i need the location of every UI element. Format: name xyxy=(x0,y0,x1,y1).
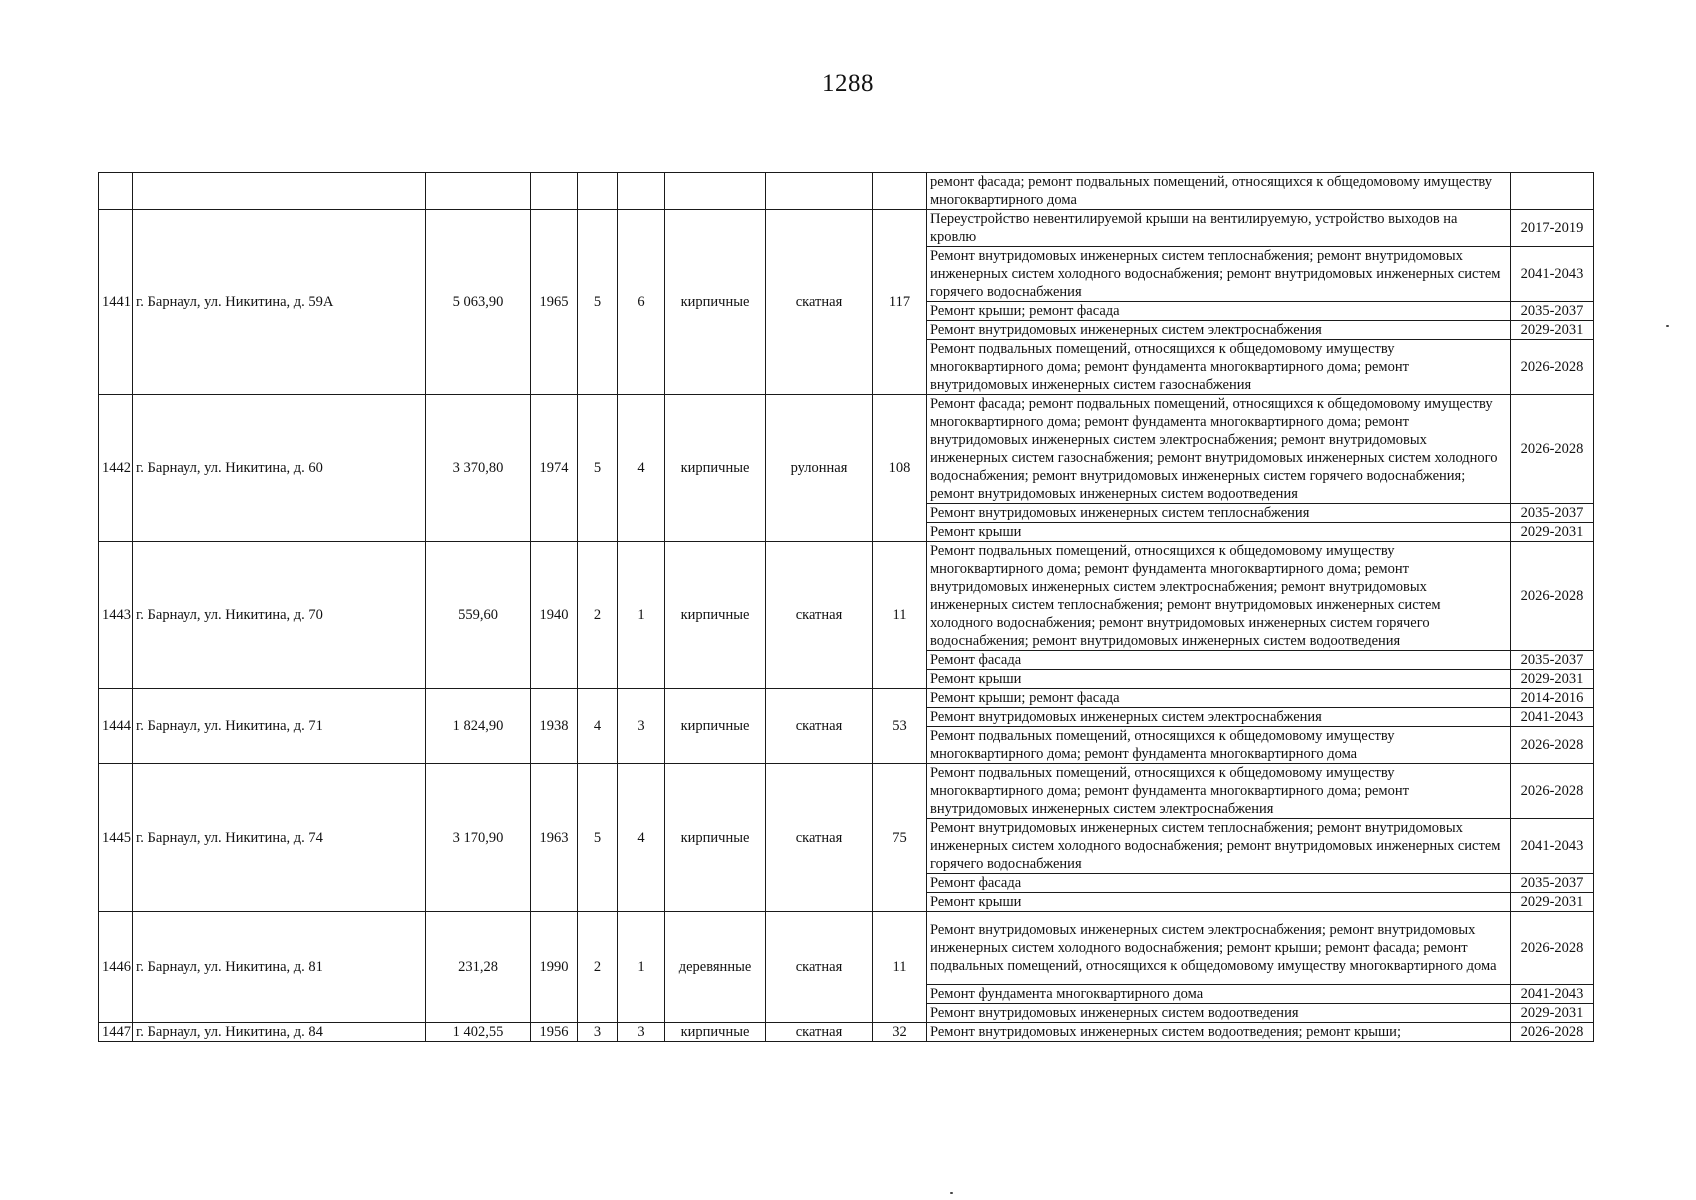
work-period: 2029-2031 xyxy=(1511,670,1594,689)
table-row xyxy=(99,1023,1594,1042)
table-row xyxy=(99,689,1594,708)
build-year: 1965 xyxy=(531,210,578,395)
work-description: Ремонт крыши xyxy=(927,523,1511,542)
table-row xyxy=(99,912,1594,985)
entrance-count: 3 xyxy=(618,689,665,764)
work-period: 2041-2043 xyxy=(1511,819,1594,874)
total-area: 5 063,90 xyxy=(426,210,531,395)
empty-cell xyxy=(618,173,665,210)
work-period: 2035-2037 xyxy=(1511,504,1594,523)
work-period: 2041-2043 xyxy=(1511,708,1594,727)
work-period: 2014-2016 xyxy=(1511,689,1594,708)
wall-material: кирпичные xyxy=(665,210,766,395)
build-year: 1990 xyxy=(531,912,578,1023)
resident-count: 117 xyxy=(873,210,927,395)
entrance-count: 6 xyxy=(618,210,665,395)
work-description: Ремонт внутридомовых инженерных систем теплоснабжения; ремонт внутридомовых инженерных систем холодного водоснабжения; ремонт внутридомовых инженерных систем горячего водоснабжения xyxy=(927,819,1511,874)
total-area: 3 170,90 xyxy=(426,764,531,912)
resident-count: 108 xyxy=(873,395,927,542)
entrance-count: 1 xyxy=(618,542,665,689)
address: г. Барнаул, ул. Никитина, д. 60 xyxy=(133,395,426,542)
work-description: Ремонт фасада xyxy=(927,874,1511,893)
address: г. Барнаул, ул. Никитина, д. 59А xyxy=(133,210,426,395)
work-period: 2029-2031 xyxy=(1511,321,1594,340)
work-period: 2029-2031 xyxy=(1511,893,1594,912)
entrance-count: 1 xyxy=(618,912,665,1023)
table-row xyxy=(99,173,1594,210)
empty-cell xyxy=(99,173,133,210)
wall-material: кирпичные xyxy=(665,689,766,764)
work-period: 2017-2019 xyxy=(1511,210,1594,247)
roof-type: рулонная xyxy=(766,395,873,542)
row-number: 1442 xyxy=(99,395,133,542)
address: г. Барнаул, ул. Никитина, д. 70 xyxy=(133,542,426,689)
entrance-count: 4 xyxy=(618,764,665,912)
row-number: 1441 xyxy=(99,210,133,395)
resident-count: 11 xyxy=(873,912,927,1023)
work-description: Ремонт внутридомовых инженерных систем теплоснабжения xyxy=(927,504,1511,523)
work-period: 2035-2037 xyxy=(1511,651,1594,670)
work-period: 2026-2028 xyxy=(1511,395,1594,504)
address: г. Барнаул, ул. Никитина, д. 84 xyxy=(133,1023,426,1042)
work-description: Ремонт крыши xyxy=(927,893,1511,912)
floor-count: 5 xyxy=(578,210,618,395)
work-description: Ремонт внутридомовых инженерных систем теплоснабжения; ремонт внутридомовых инженерных систем холодного водоснабжения; ремонт внутридомовых инженерных систем горячего водоснабжения xyxy=(927,247,1511,302)
empty-cell xyxy=(531,173,578,210)
work-period: 2035-2037 xyxy=(1511,302,1594,321)
wall-material: кирпичные xyxy=(665,764,766,912)
table-row xyxy=(99,395,1594,504)
work-description: Ремонт внутридомовых инженерных систем электроснабжения xyxy=(927,321,1511,340)
work-description: Ремонт внутридомовых инженерных систем водоотведения; ремонт крыши; xyxy=(927,1023,1511,1042)
roof-type: скатная xyxy=(766,912,873,1023)
work-description: Ремонт фундамента многоквартирного дома xyxy=(927,985,1511,1004)
wall-material: деревянные xyxy=(665,912,766,1023)
floor-count: 4 xyxy=(578,689,618,764)
work-description: Ремонт подвальных помещений, относящихся к общедомовому имуществу многоквартирного дома; ремонт фундамента многоквартирного дома; ремонт внутридомовых инженерных систем электроснабжения; ремонт внутридомовых инженерных систем теплоснабжения; ремонт внутридомовых инженерных систем холодного водоснабжения; ремонт внутридомовых инженерных систем горячего водоснабжения; ремонт внутридомовых инженерных систем водоотведения xyxy=(927,542,1511,651)
work-description: Переустройство невентилируемой крыши на вентилируемую, устройство выходов на кровлю xyxy=(927,210,1511,247)
floor-count: 2 xyxy=(578,912,618,1023)
table-row xyxy=(99,542,1594,651)
work-description: Ремонт подвальных помещений, относящихся к общедомовому имуществу многоквартирного дома; ремонт фундамента многоквартирного дома xyxy=(927,727,1511,764)
row-number: 1444 xyxy=(99,689,133,764)
wall-material: кирпичные xyxy=(665,395,766,542)
wall-material: кирпичные xyxy=(665,542,766,689)
work-period: 2029-2031 xyxy=(1511,1004,1594,1023)
total-area: 1 402,55 xyxy=(426,1023,531,1042)
work-description: Ремонт внутридомовых инженерных систем электроснабжения xyxy=(927,708,1511,727)
empty-cell xyxy=(873,173,927,210)
build-year: 1940 xyxy=(531,542,578,689)
floor-count: 5 xyxy=(578,395,618,542)
resident-count: 53 xyxy=(873,689,927,764)
resident-count: 32 xyxy=(873,1023,927,1042)
empty-cell xyxy=(578,173,618,210)
roof-type: скатная xyxy=(766,210,873,395)
work-description: Ремонт подвальных помещений, относящихся к общедомовому имуществу многоквартирного дома; ремонт фундамента многоквартирного дома; ремонт внутридомовых инженерных систем газоснабжения xyxy=(927,340,1511,395)
roof-type: скатная xyxy=(766,764,873,912)
page-number: 1288 xyxy=(822,70,874,97)
empty-cell xyxy=(133,173,426,210)
build-year: 1963 xyxy=(531,764,578,912)
entrance-count: 3 xyxy=(618,1023,665,1042)
work-period xyxy=(1511,173,1594,210)
build-year: 1956 xyxy=(531,1023,578,1042)
row-number: 1447 xyxy=(99,1023,133,1042)
work-period: 2035-2037 xyxy=(1511,874,1594,893)
build-year: 1938 xyxy=(531,689,578,764)
resident-count: 75 xyxy=(873,764,927,912)
total-area: 559,60 xyxy=(426,542,531,689)
resident-count: 11 xyxy=(873,542,927,689)
work-description: Ремонт внутридомовых инженерных систем водоотведения xyxy=(927,1004,1511,1023)
work-description: Ремонт крыши xyxy=(927,670,1511,689)
work-description: Ремонт крыши; ремонт фасада xyxy=(927,302,1511,321)
work-period: 2026-2028 xyxy=(1511,340,1594,395)
total-area: 3 370,80 xyxy=(426,395,531,542)
roof-type: скатная xyxy=(766,1023,873,1042)
work-description: Ремонт фасада xyxy=(927,651,1511,670)
work-description: Ремонт фасада; ремонт подвальных помещений, относящихся к общедомовому имуществу многоквартирного дома; ремонт фундамента многоквартирного дома; ремонт внутридомовых инженерных систем электроснабжения; ремонт внутридомовых инженерных систем газоснабжения; ремонт внутридомовых инженерных систем холодного водоснабжения; ремонт внутридомовых инженерных систем горячего водоснабжения; ремонт внутридомовых инженерных систем водоотведения xyxy=(927,395,1511,504)
floor-count: 5 xyxy=(578,764,618,912)
work-description: ремонт фасада; ремонт подвальных помещений, относящихся к общедомовому имуществу многоквартирного дома xyxy=(927,173,1511,210)
table-row xyxy=(99,764,1594,819)
wall-material: кирпичные xyxy=(665,1023,766,1042)
work-period: 2026-2028 xyxy=(1511,1023,1594,1042)
work-period: 2026-2028 xyxy=(1511,542,1594,651)
table-row xyxy=(99,210,1594,247)
roof-type: скатная xyxy=(766,542,873,689)
repair-schedule-table xyxy=(98,172,1594,1042)
work-description: Ремонт подвальных помещений, относящихся к общедомовому имуществу многоквартирного дома; ремонт фундамента многоквартирного дома; ремонт внутридомовых инженерных систем электроснабжения xyxy=(927,764,1511,819)
build-year: 1974 xyxy=(531,395,578,542)
address: г. Барнаул, ул. Никитина, д. 81 xyxy=(133,912,426,1023)
work-period: 2041-2043 xyxy=(1511,247,1594,302)
row-number: 1443 xyxy=(99,542,133,689)
row-number: 1445 xyxy=(99,764,133,912)
floor-count: 3 xyxy=(578,1023,618,1042)
address: г. Барнаул, ул. Никитина, д. 74 xyxy=(133,764,426,912)
work-period: 2026-2028 xyxy=(1511,764,1594,819)
entrance-count: 4 xyxy=(618,395,665,542)
work-period: 2029-2031 xyxy=(1511,523,1594,542)
empty-cell xyxy=(766,173,873,210)
total-area: 1 824,90 xyxy=(426,689,531,764)
address: г. Барнаул, ул. Никитина, д. 71 xyxy=(133,689,426,764)
work-description: Ремонт внутридомовых инженерных систем электроснабжения; ремонт внутридомовых инженерных систем холодного водоснабжения; ремонт крыши; ремонт фасада; ремонт подвальных помещений, относящихся к общедомовому имуществу многоквартирного дома xyxy=(927,912,1511,985)
empty-cell xyxy=(426,173,531,210)
table-body xyxy=(99,173,1594,1042)
work-period: 2026-2028 xyxy=(1511,912,1594,985)
roof-type: скатная xyxy=(766,689,873,764)
work-description: Ремонт крыши; ремонт фасада xyxy=(927,689,1511,708)
row-number: 1446 xyxy=(99,912,133,1023)
scan-speck xyxy=(1666,325,1669,327)
work-period: 2026-2028 xyxy=(1511,727,1594,764)
floor-count: 2 xyxy=(578,542,618,689)
total-area: 231,28 xyxy=(426,912,531,1023)
scan-speck xyxy=(950,1192,953,1194)
work-period: 2041-2043 xyxy=(1511,985,1594,1004)
empty-cell xyxy=(665,173,766,210)
